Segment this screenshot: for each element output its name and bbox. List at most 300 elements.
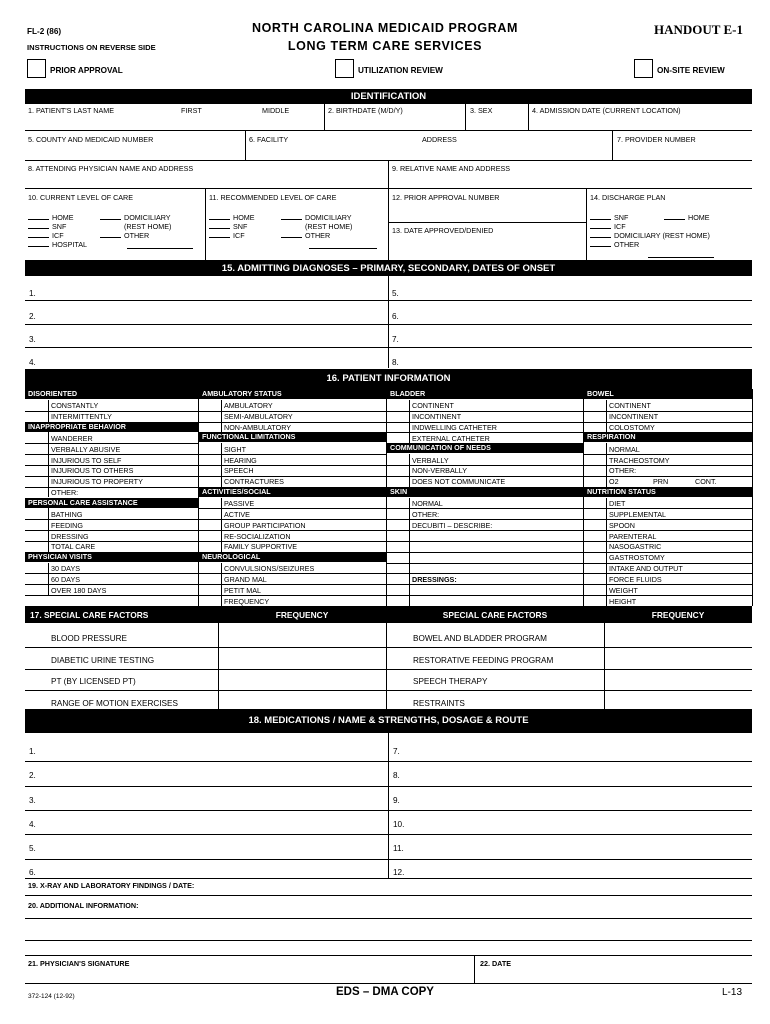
row-divider: [199, 541, 386, 542]
checkbox-column-divider: [606, 563, 607, 574]
patient-info-check-cell[interactable]: [387, 584, 409, 595]
row-divider: [25, 530, 198, 531]
patient-info-check-cell[interactable]: [199, 498, 221, 509]
checkbox-column-divider: [221, 422, 222, 433]
checkbox-column-divider: [606, 443, 607, 454]
prior-approval-label: PRIOR APPROVAL: [50, 66, 123, 75]
checkbox-column-divider: [606, 465, 607, 476]
row-divider: [584, 476, 752, 477]
medication-11[interactable]: 11.: [393, 844, 404, 853]
checkbox-column-divider: [409, 422, 410, 433]
row-divider: [387, 573, 583, 574]
form-title-line2: LONG TERM CARE SERVICES: [287, 39, 483, 53]
patient-info-check-cell[interactable]: [387, 595, 409, 606]
blood-pressure-factor: BLOOD PRESSURE: [51, 634, 127, 643]
current-home-option[interactable]: HOME: [28, 213, 74, 222]
checkbox-column-divider: [606, 541, 607, 552]
patient-info-section-header: PHYSICIAN VISITS: [25, 552, 198, 562]
medication-2[interactable]: 2.: [29, 771, 36, 780]
patient-info-item: DRESSING: [51, 531, 89, 541]
checkbox-column-divider: [409, 411, 410, 422]
row-divider: [199, 584, 386, 585]
patient-info-item: FORCE FLUIDS: [609, 574, 662, 584]
medication-7[interactable]: 7.: [393, 747, 400, 756]
patient-info-item: CONTRACTURES: [224, 477, 284, 487]
rec-other-blank[interactable]: [309, 248, 377, 249]
diagnosis-6[interactable]: 6.: [392, 312, 399, 321]
row-divider: [199, 595, 386, 596]
patient-info-check-cell[interactable]: [199, 411, 221, 422]
o2-option: O2: [609, 477, 619, 487]
row-divider: [584, 552, 752, 553]
patient-info-check-cell[interactable]: [584, 573, 606, 584]
medication-12[interactable]: 12.: [393, 868, 405, 877]
checkbox-column-divider: [221, 400, 222, 411]
first-name-label: FIRST: [181, 106, 202, 115]
row-divider: [387, 476, 583, 477]
patient-info-item: NORMAL: [609, 444, 640, 454]
patient-info-item: NASOGASTRIC: [609, 542, 662, 552]
patient-info-check-cell[interactable]: [387, 400, 409, 411]
patient-info-item: SIGHT: [224, 444, 246, 454]
checkbox-column-divider: [48, 563, 49, 574]
row-divider: [25, 573, 198, 574]
patient-info-item: CONTINENT: [609, 401, 651, 411]
col-divider: [388, 160, 389, 260]
patient-info-section-header: NUTRITION STATUS: [584, 487, 752, 497]
patient-info-check-cell[interactable]: [387, 519, 409, 530]
patient-info-check-cell[interactable]: [25, 411, 48, 422]
checkbox-column-divider: [48, 508, 49, 519]
diagnosis-2[interactable]: 2.: [29, 312, 36, 321]
rec-home-option[interactable]: HOME: [209, 213, 255, 222]
diagnosis-8[interactable]: 8.: [392, 358, 399, 367]
row-divider: [25, 955, 752, 956]
patient-info-check-cell[interactable]: [199, 400, 221, 411]
onsite-review-label: ON-SITE REVIEW: [657, 66, 725, 75]
current-hospital-option[interactable]: HOSPITAL: [28, 240, 87, 249]
row-divider: [25, 519, 198, 520]
current-icf-option[interactable]: ICF: [28, 231, 64, 240]
row-divider: [584, 573, 752, 574]
checkbox-column-divider: [409, 573, 410, 584]
patient-info-check-cell[interactable]: [387, 465, 409, 476]
row-divider: [25, 690, 752, 691]
row-divider: [25, 454, 198, 455]
checkbox-column-divider: [606, 411, 607, 422]
patient-info-check-cell[interactable]: [199, 443, 221, 454]
patient-info-item: WEIGHT: [609, 585, 638, 595]
rec-domiciliary-option[interactable]: DOMICILIARY: [281, 213, 352, 222]
patient-info-check-cell[interactable]: [199, 519, 221, 530]
diagnosis-4[interactable]: 4.: [29, 358, 36, 367]
patient-info-item: SPOON: [609, 520, 635, 530]
patient-info-check-cell[interactable]: [584, 563, 606, 574]
patient-info-section-header: NEUROLOGICAL: [199, 552, 386, 562]
row-divider: [584, 541, 752, 542]
patient-info-check-cell[interactable]: [387, 411, 409, 422]
patient-info-check-cell[interactable]: [25, 465, 48, 476]
diagnosis-7[interactable]: 7.: [392, 335, 399, 344]
row-divider: [25, 347, 752, 348]
instructions-note: INSTRUCTIONS ON REVERSE SIDE: [27, 43, 156, 52]
patient-info-check-cell[interactable]: [584, 443, 606, 454]
patient-info-item: WANDERER: [51, 433, 93, 443]
checkbox-column-divider: [221, 519, 222, 530]
patient-info-item: PARENTERAL: [609, 531, 657, 541]
row-divider: [25, 878, 752, 879]
birthdate-label: 2. BIRTHDATE (M/D/Y): [328, 106, 403, 115]
dressings-label: DRESSINGS:: [412, 574, 457, 584]
row-divider: [387, 541, 583, 542]
patient-info-check-cell[interactable]: [199, 541, 221, 552]
date-approved-label: 13. DATE APPROVED/DENIED: [392, 226, 494, 235]
patient-info-item: SEMI-AMBULATORY: [224, 412, 293, 422]
patient-info-item: TOTAL CARE: [51, 542, 96, 552]
patient-info-check-cell[interactable]: [199, 476, 221, 487]
row-divider: [25, 443, 198, 444]
row-divider: [25, 130, 752, 131]
checkbox-column-divider: [606, 498, 607, 509]
current-rest-home-text: (REST HOME): [124, 222, 172, 231]
patient-info-check-cell[interactable]: [584, 411, 606, 422]
patient-info-item: SUPPLEMENTAL: [609, 509, 666, 519]
checkbox-column-divider: [606, 552, 607, 563]
current-domiciliary-option[interactable]: DOMICILIARY: [100, 213, 171, 222]
checkbox-column-divider: [409, 508, 410, 519]
patient-info-check-cell[interactable]: [199, 584, 221, 595]
col-divider: [386, 623, 387, 709]
patient-info-check-cell[interactable]: [25, 476, 48, 487]
row-divider: [199, 508, 386, 509]
diagnosis-5[interactable]: 5.: [392, 289, 399, 298]
diagnoses-header: 15. ADMITTING DIAGNOSES – PRIMARY, SECONDARY, DATES OF ONSET: [25, 261, 752, 276]
patient-last-name-label: 1. PATIENT'S LAST NAME: [28, 106, 115, 115]
row-divider: [584, 422, 752, 423]
patient-info-section-header: FUNCTIONAL LIMITATIONS: [199, 432, 386, 442]
row-divider: [199, 465, 386, 466]
patient-info-check-cell[interactable]: [584, 498, 606, 509]
patient-info-check-cell[interactable]: [199, 530, 221, 541]
row-divider: [25, 647, 752, 648]
checkbox-column-divider: [606, 530, 607, 541]
patient-info-check-cell[interactable]: [584, 422, 606, 433]
identification-header: IDENTIFICATION: [25, 89, 752, 104]
row-divider: [25, 940, 752, 941]
discharge-domiciliary-option[interactable]: DOMICILIARY (REST HOME): [590, 231, 710, 240]
row-divider: [584, 563, 752, 564]
patient-info-item: FAMILY SUPPORTIVE: [224, 542, 298, 552]
checkbox-column-divider: [409, 595, 410, 606]
patient-info-item: DOES NOT COMMUNICATE: [412, 477, 506, 487]
patient-info-item: TRACHEOSTOMY: [609, 455, 670, 465]
middle-name-label: MIDDLE: [262, 106, 290, 115]
patient-info-item: VERBALLY: [412, 455, 449, 465]
row-divider: [387, 465, 583, 466]
patient-info-section-header: BOWEL: [584, 389, 752, 399]
handout-label: HANDOUT E-1: [654, 22, 743, 37]
checkbox-column-divider: [48, 573, 49, 584]
patient-info-check-cell[interactable]: [199, 573, 221, 584]
checkbox-column-divider: [409, 563, 410, 574]
form-number: 372-124 (12-92): [28, 993, 75, 1000]
patient-info-check-cell[interactable]: [387, 563, 409, 574]
patient-info-check-cell[interactable]: [25, 584, 48, 595]
row-divider: [199, 411, 386, 412]
patient-info-item: HEIGHT: [609, 596, 637, 606]
special-care-title-right: SPECIAL CARE FACTORS: [442, 610, 548, 620]
medication-5[interactable]: 5.: [29, 844, 36, 853]
patient-info-check-cell[interactable]: [584, 519, 606, 530]
checkbox-column-divider: [48, 541, 49, 552]
patient-info-section-header: SKIN: [387, 487, 583, 497]
row-divider: [387, 563, 583, 564]
patient-info-check-cell[interactable]: [25, 454, 48, 465]
checkbox-column-divider: [48, 454, 49, 465]
col-divider: [528, 104, 529, 130]
row-divider: [387, 530, 583, 531]
patient-info-check-cell[interactable]: [584, 584, 606, 595]
checkbox-column-divider: [606, 400, 607, 411]
patient-info-item: NON-VERBALLY: [412, 466, 467, 476]
row-divider: [199, 454, 386, 455]
patient-info-item: VERBALLY ABUSIVE: [51, 444, 121, 454]
patient-info-check-cell[interactable]: [25, 400, 48, 411]
form-title-line1: NORTH CAROLINA MEDICAID PROGRAM: [251, 21, 519, 35]
patient-info-item: GASTROSTOMY: [609, 553, 665, 563]
form-code: FL-2 (86): [27, 27, 62, 36]
discharge-plan-label: 14. DISCHARGE PLAN: [590, 193, 666, 202]
patient-info-item: GROUP PARTICIPATION: [224, 520, 306, 530]
medication-9[interactable]: 9.: [393, 796, 400, 805]
patient-info-item: EXTERNAL CATHETER: [412, 433, 490, 443]
frequency-header-right: FREQUENCY: [651, 610, 705, 620]
medication-10[interactable]: 10.: [393, 820, 405, 829]
row-divider: [25, 810, 752, 811]
patient-info-check-cell[interactable]: [387, 422, 409, 433]
checkbox-column-divider: [221, 541, 222, 552]
col-divider: [198, 389, 199, 606]
rec-snf-option[interactable]: SNF: [209, 222, 247, 231]
patient-info-check-cell[interactable]: [584, 541, 606, 552]
patient-info-section-header: AMBULATORY STATUS: [199, 389, 386, 399]
patient-info-item: NON-AMBULATORY: [224, 423, 292, 433]
diagnosis-3[interactable]: 3.: [29, 335, 36, 344]
recommended-level-label: 11. RECOMMENDED LEVEL OF CARE: [209, 193, 337, 202]
row-divider: [25, 300, 752, 301]
checkbox-column-divider: [409, 476, 410, 487]
patient-info-check-cell[interactable]: [25, 508, 48, 519]
patient-info-check-cell[interactable]: [199, 595, 221, 606]
checkbox-column-divider: [409, 519, 410, 530]
county-medicaid-label: 5. COUNTY AND MEDICAID NUMBER: [28, 135, 154, 144]
checkbox-column-divider: [48, 476, 49, 487]
rec-other-option[interactable]: OTHER: [281, 231, 330, 240]
patient-info-item: COLOSTOMY: [609, 423, 655, 433]
checkbox-column-divider: [606, 422, 607, 433]
patient-info-check-cell[interactable]: [199, 465, 221, 476]
patient-info-check-cell[interactable]: [387, 552, 409, 563]
checkbox-column-divider: [409, 498, 410, 509]
patient-info-section-header: BLADDER: [387, 389, 583, 399]
row-divider: [584, 411, 752, 412]
medications-header: 18. MEDICATIONS / NAME & STRENGTHS, DOSAGE & ROUTE: [25, 709, 752, 733]
discharge-other-blank[interactable]: [648, 257, 714, 258]
rom-exercises-factor: RANGE OF MOTION EXERCISES: [51, 699, 178, 708]
diagnosis-1[interactable]: 1.: [29, 289, 36, 298]
patient-info-check-cell[interactable]: [25, 519, 48, 530]
patient-info-check-cell[interactable]: [25, 487, 48, 498]
col-divider: [604, 623, 605, 709]
utilization-review-checkbox[interactable]: [335, 59, 354, 78]
medication-8[interactable]: 8.: [393, 771, 400, 780]
patient-info-check-cell[interactable]: [199, 422, 221, 433]
patient-info-check-cell[interactable]: [387, 508, 409, 519]
col-divider: [324, 104, 325, 130]
checkbox-column-divider: [409, 465, 410, 476]
patient-info-item: PETIT MAL: [224, 585, 262, 595]
medication-4[interactable]: 4.: [29, 820, 36, 829]
patient-info-item: SPEECH: [224, 466, 254, 476]
medication-1[interactable]: 1.: [29, 747, 36, 756]
patient-info-check-cell[interactable]: [25, 432, 48, 443]
row-divider: [25, 669, 752, 670]
patient-info-item: OTHER:: [609, 466, 637, 476]
checkbox-column-divider: [606, 573, 607, 584]
discharge-icf-option[interactable]: ICF: [590, 222, 626, 231]
patient-info-check-cell[interactable]: [387, 498, 409, 509]
patient-info-item: RE-SOCIALIZATION: [224, 531, 291, 541]
patient-info-check-cell[interactable]: [387, 541, 409, 552]
patient-info-item: BATHING: [51, 509, 83, 519]
patient-info-check-cell[interactable]: [584, 530, 606, 541]
bowel-bladder-factor: BOWEL AND BLADDER PROGRAM: [413, 634, 547, 643]
row-divider: [25, 487, 198, 488]
date-label: 22. DATE: [480, 959, 512, 968]
admission-date-label: 4. ADMISSION DATE (CURRENT LOCATION): [532, 106, 681, 115]
row-divider: [388, 222, 586, 223]
discharge-snf-option[interactable]: SNF: [590, 213, 628, 222]
row-divider: [25, 983, 752, 984]
current-other-option[interactable]: OTHER: [100, 231, 149, 240]
row-divider: [584, 454, 752, 455]
patient-info-check-cell[interactable]: [584, 552, 606, 563]
col-divider: [205, 188, 206, 260]
medication-3[interactable]: 3.: [29, 796, 36, 805]
checkbox-column-divider: [48, 411, 49, 422]
patient-info-item: INJURIOUS TO OTHERS: [51, 466, 134, 476]
cont-option: CONT.: [695, 477, 717, 487]
patient-info-item: INJURIOUS TO SELF: [51, 455, 122, 465]
row-divider: [387, 411, 583, 412]
medication-6[interactable]: 6.: [29, 868, 36, 877]
row-divider: [387, 422, 583, 423]
patient-info-item: INTERMITTENTLY: [51, 412, 112, 422]
col-divider: [386, 389, 387, 606]
patient-info-check-cell[interactable]: [584, 465, 606, 476]
patient-info-check-cell[interactable]: [199, 454, 221, 465]
checkbox-column-divider: [606, 454, 607, 465]
checkbox-column-divider: [409, 432, 410, 443]
patient-info-check-cell[interactable]: [387, 530, 409, 541]
col-divider: [218, 623, 219, 709]
row-divider: [25, 584, 198, 585]
prior-approval-checkbox[interactable]: [27, 59, 46, 78]
row-divider: [25, 761, 752, 762]
row-divider: [584, 519, 752, 520]
checkbox-column-divider: [221, 454, 222, 465]
patient-info-check-cell[interactable]: [584, 476, 606, 487]
patient-info-check-cell[interactable]: [584, 454, 606, 465]
physician-signature-label: 21. PHYSICIAN'S SIGNATURE: [28, 959, 130, 968]
patient-info-section-header: COMMUNICATION OF NEEDS: [387, 443, 583, 453]
col-divider: [474, 955, 475, 983]
checkbox-column-divider: [221, 563, 222, 574]
row-divider: [387, 595, 583, 596]
checkbox-column-divider: [48, 432, 49, 443]
current-snf-option[interactable]: SNF: [28, 222, 66, 231]
patient-info-header: 16. PATIENT INFORMATION: [25, 369, 752, 389]
row-divider: [25, 859, 752, 860]
patient-info-check-cell[interactable]: [387, 476, 409, 487]
checkbox-column-divider: [221, 411, 222, 422]
discharge-home-option[interactable]: HOME: [664, 213, 710, 222]
patient-info-check-cell[interactable]: [25, 443, 48, 454]
patient-info-check-cell[interactable]: [584, 595, 606, 606]
row-divider: [25, 476, 198, 477]
patient-info-item: INTAKE AND OUTPUT: [609, 564, 683, 574]
checkbox-column-divider: [48, 465, 49, 476]
checkbox-column-divider: [409, 530, 410, 541]
row-divider: [387, 552, 583, 553]
patient-info-check-cell[interactable]: [387, 573, 409, 584]
patient-info-check-cell[interactable]: [25, 530, 48, 541]
patient-info-item: CONTINENT: [412, 401, 454, 411]
col-divider: [388, 733, 389, 878]
patient-info-check-cell[interactable]: [199, 508, 221, 519]
patient-info-item: CONSTANTLY: [51, 401, 99, 411]
row-divider: [387, 508, 583, 509]
facility-label: 6. FACILITY: [249, 135, 289, 144]
frequency-header: FREQUENCY: [275, 610, 329, 620]
patient-info-check-cell[interactable]: [387, 454, 409, 465]
checkbox-column-divider: [221, 530, 222, 541]
patient-info-check-cell[interactable]: [199, 563, 221, 574]
patient-info-check-cell[interactable]: [584, 508, 606, 519]
patient-info-check-cell[interactable]: [25, 573, 48, 584]
row-divider: [25, 595, 198, 596]
discharge-other-option[interactable]: OTHER: [590, 240, 639, 249]
patient-info-section-header: DISORIENTED: [25, 389, 198, 399]
patient-info-check-cell[interactable]: [25, 541, 48, 552]
checkbox-column-divider: [606, 508, 607, 519]
special-care-title: 17. SPECIAL CARE FACTORS: [30, 610, 149, 620]
patient-info-check-cell[interactable]: [387, 432, 409, 443]
patient-info-item: OTHER:: [51, 488, 79, 498]
checkbox-column-divider: [221, 476, 222, 487]
patient-info-check-cell[interactable]: [25, 563, 48, 574]
checkbox-column-divider: [409, 400, 410, 411]
onsite-review-checkbox[interactable]: [634, 59, 653, 78]
rec-icf-option[interactable]: ICF: [209, 231, 245, 240]
patient-info-check-cell[interactable]: [584, 400, 606, 411]
prior-approval-number-label: 12. PRIOR APPROVAL NUMBER: [392, 193, 500, 202]
current-other-blank[interactable]: [127, 248, 193, 249]
patient-info-item: DECUBITI – DESCRIBE:: [412, 520, 493, 530]
checkbox-column-divider: [48, 584, 49, 595]
row-divider: [25, 541, 198, 542]
row-divider: [25, 786, 752, 787]
